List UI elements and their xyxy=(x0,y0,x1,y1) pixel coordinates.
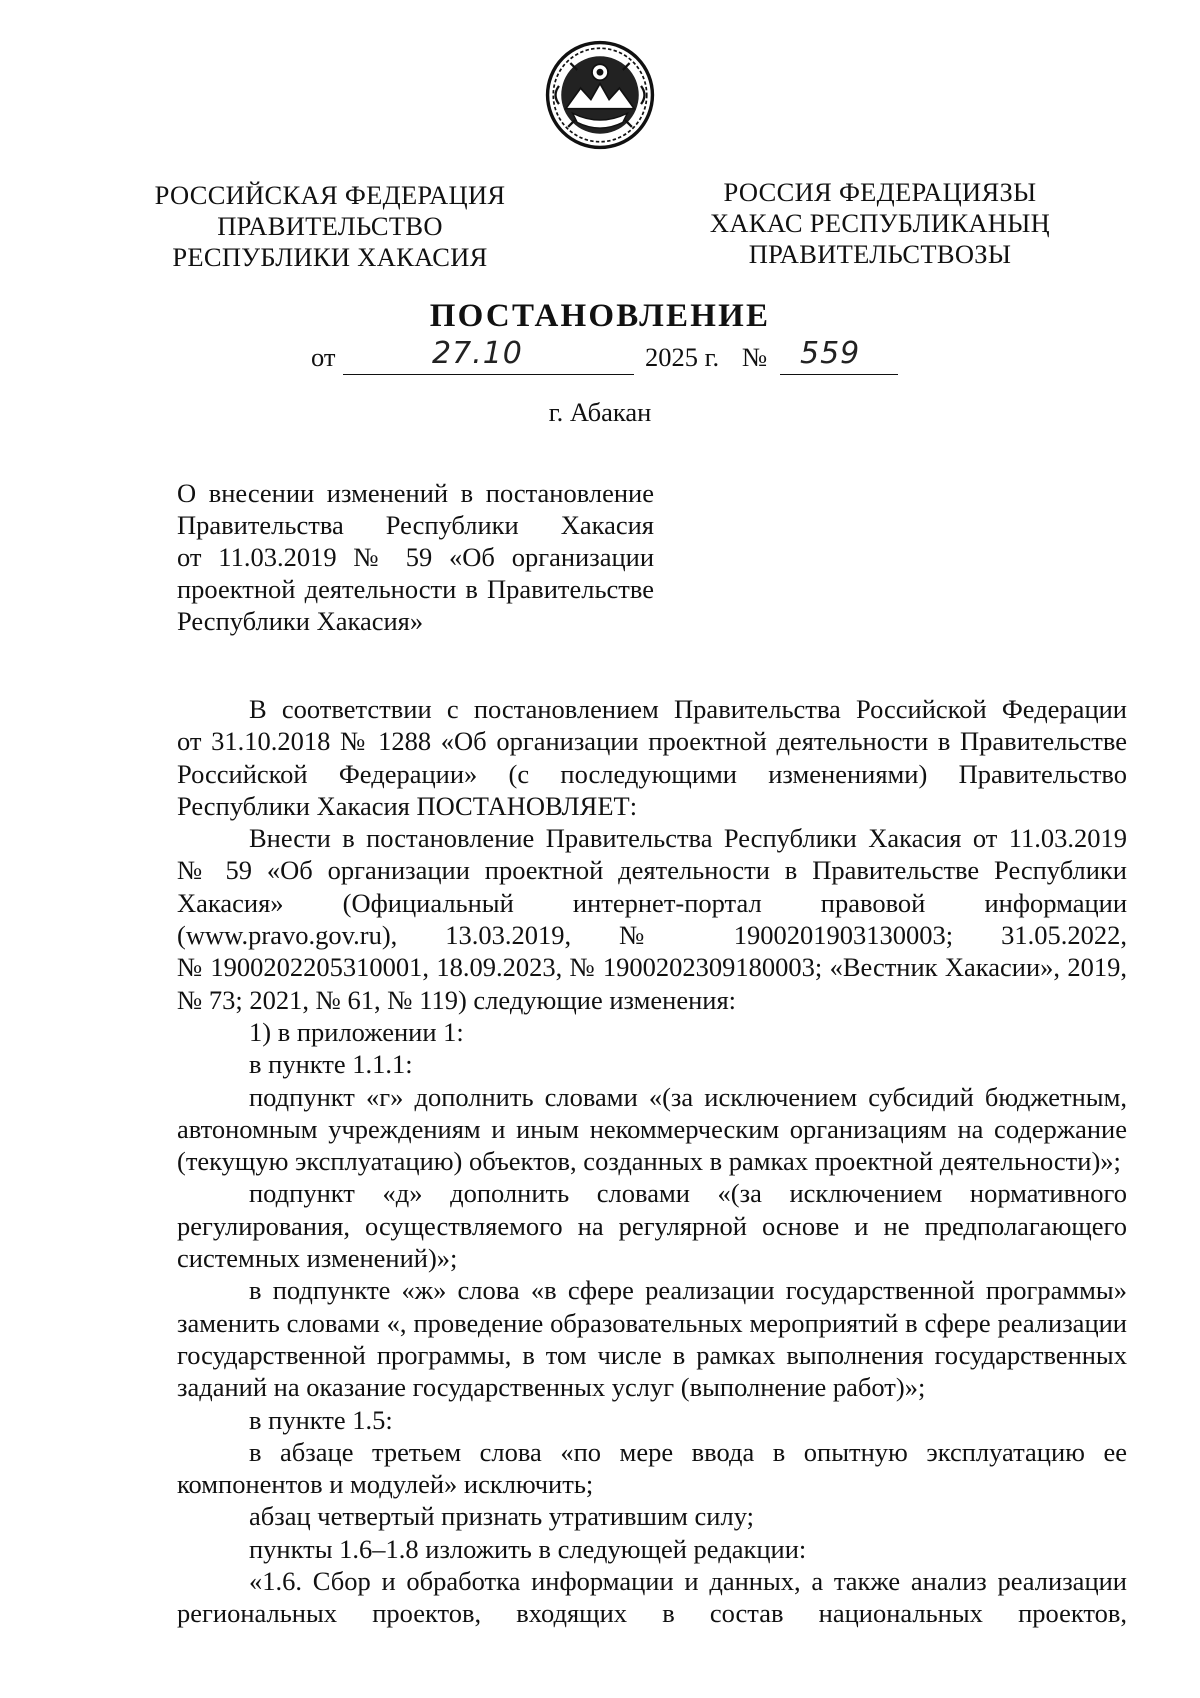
body-line: от 31.10.2018 № 1288 «Об организации проектной деятельности в Правительстве xyxy=(177,726,1127,757)
header-right-khakas xyxy=(700,177,1060,270)
body-line: компонентов и модулей» исключить; xyxy=(177,1469,594,1500)
body-line: Республики Хакасия ПОСТАНОВЛЯЕТ: xyxy=(177,790,638,821)
date-underline xyxy=(343,374,634,375)
number-label: № xyxy=(742,342,768,372)
subject-line: О внесении изменений в постановление xyxy=(177,478,654,508)
body-line: Внести в постановление Правительства Республики Хакасия от 11.03.2019 xyxy=(249,823,1127,854)
document-body xyxy=(177,693,1127,1630)
body-line: абзац четвертый признать утратившим силу; xyxy=(249,1501,754,1532)
body-line: в подпункте «ж» слова «в сфере реализации государственной программы» xyxy=(249,1275,1127,1306)
subject-line: Правительства Республики Хакасия xyxy=(177,510,654,540)
date-prefix: от xyxy=(311,342,336,372)
body-line: пункты 1.6–1.8 изложить в следующей редакции: xyxy=(249,1533,807,1564)
subject-line: проектной деятельности в Правительстве xyxy=(177,574,654,604)
body-line: заданий на оказание государственных услуг (выполнение работ)»; xyxy=(177,1372,926,1403)
header-right-line: ХАКАС РЕСПУБЛИКАНЫҢ xyxy=(709,208,1051,238)
header-right-line: РОССИЯ ФЕДЕРАЦИЯЗЫ xyxy=(723,177,1037,207)
document-subject xyxy=(177,477,654,637)
body-line: № 1900202205310001, 18.09.2023, № 1900202309180003; «Вестник Хакасии», 2019, xyxy=(177,952,1127,983)
coat-of-arms-emblem xyxy=(543,38,657,152)
header-right-line: ПРАВИТЕЛЬСТВОЗЫ xyxy=(748,239,1012,269)
body-line: (www.pravo.gov.ru), 13.03.2019, № 1900201903130003; 31.05.2022, xyxy=(177,920,1127,951)
body-line: Хакасия» (Официальный интернет-портал правовой информации xyxy=(177,887,1127,918)
header-left-line: РОССИЙСКАЯ ФЕДЕРАЦИЯ xyxy=(154,180,506,210)
document-title: ПОСТАНОВЛЕНИЕ xyxy=(429,298,771,334)
number-underline xyxy=(780,374,898,375)
body-line: государственной программы, в том числе в рамках выполнения государственных xyxy=(177,1339,1127,1370)
body-line: в пункте 1.5: xyxy=(249,1404,393,1435)
body-line: подпункт «г» дополнить словами «(за исключением субсидий бюджетным, xyxy=(249,1081,1127,1112)
body-line: В соответствии с постановлением Правительства Российской Федерации xyxy=(249,694,1127,724)
handwritten-number: 559 xyxy=(800,336,861,371)
body-line: регулирования, осуществляемого на регулярной основе и не предполагающего xyxy=(177,1210,1127,1241)
body-line: «1.6. Сбор и обработка информации и данных, а также анализ реализации xyxy=(249,1566,1127,1597)
handwritten-date: 27.10 xyxy=(432,336,523,371)
body-line: Российской Федерации» (с последующими изменениями) Правительство xyxy=(177,758,1127,789)
body-line: 1) в приложении 1: xyxy=(249,1016,464,1047)
body-line: автономным учреждениям и иным некоммерческим организациям на содержание xyxy=(177,1113,1127,1144)
body-line: системных изменений)»; xyxy=(177,1243,458,1274)
subject-line: от 11.03.2019 № 59 «Об организации xyxy=(177,542,654,572)
subject-line: Республики Хакасия» xyxy=(177,606,424,636)
body-line: в пункте 1.1.1: xyxy=(249,1049,413,1080)
year-label: 2025 г. xyxy=(645,342,720,372)
body-line: региональных проектов, входящих в состав национальных проектов, xyxy=(177,1598,1127,1629)
body-line: (текущую эксплуатацию) объектов, созданных в рамках проектной деятельности)»; xyxy=(177,1146,1121,1177)
header-left-russian xyxy=(150,180,510,273)
city-name: г. Абакан xyxy=(548,397,652,427)
body-line: № 73; 2021, № 61, № 119) следующие изменения: xyxy=(177,984,736,1015)
body-line: заменить словами «, проведение образовательных мероприятий в сфере реализации xyxy=(177,1307,1127,1338)
header-left-line: РЕСПУБЛИКИ ХАКАСИЯ xyxy=(172,242,488,272)
body-line: № 59 «Об организации проектной деятельности в Правительстве Республики xyxy=(177,855,1127,886)
body-line: подпункт «д» дополнить словами «(за исключением нормативного xyxy=(249,1178,1127,1209)
body-line: в абзаце третьем слова «по мере ввода в опытную эксплуатацию ее xyxy=(249,1436,1127,1467)
header-left-line: ПРАВИТЕЛЬСТВО xyxy=(217,211,443,241)
